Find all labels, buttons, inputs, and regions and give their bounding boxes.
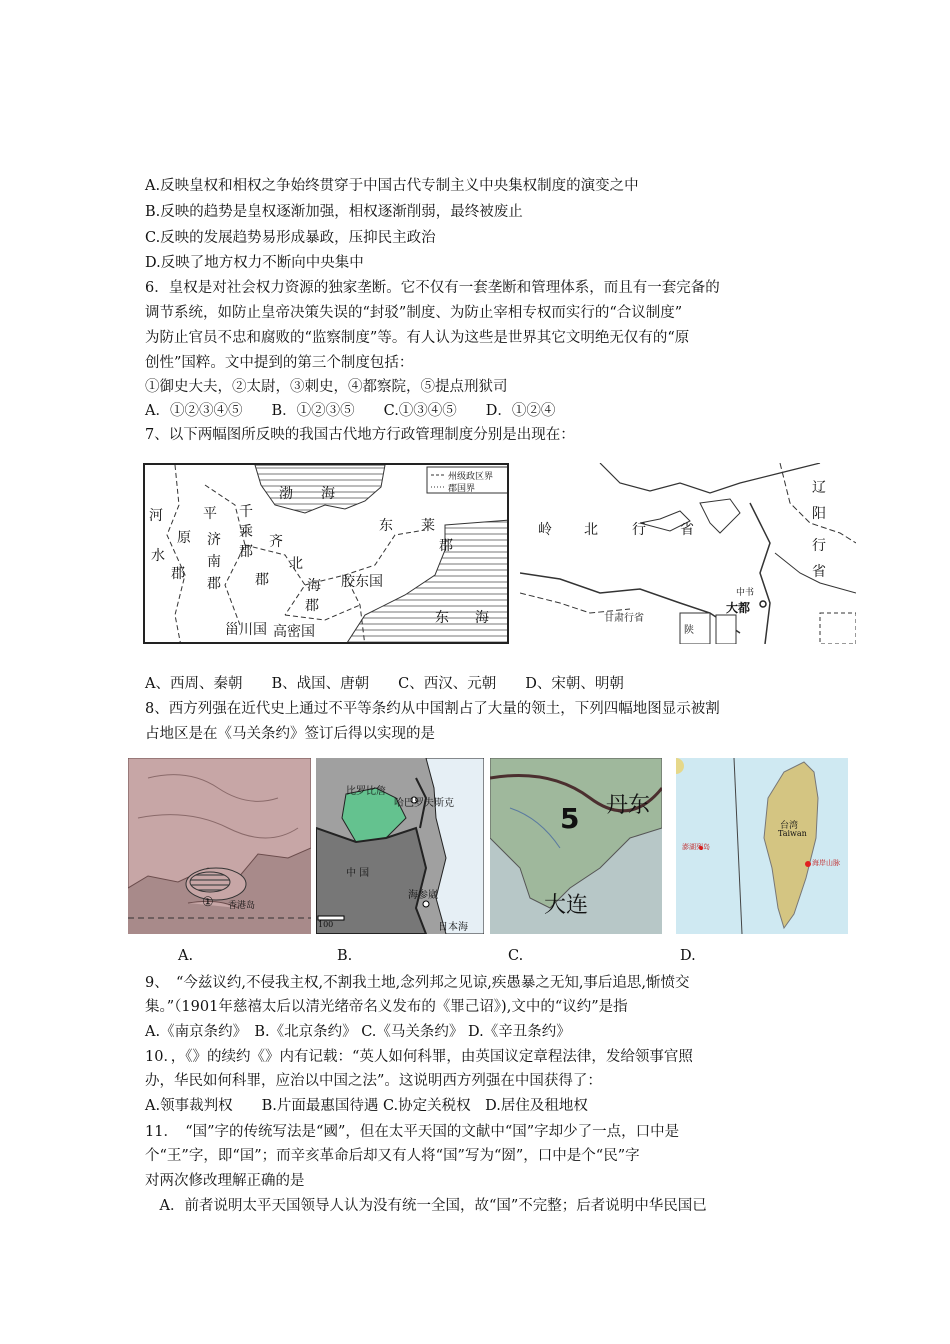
map-b-label: 海参崴 xyxy=(408,890,438,901)
map-a-svg xyxy=(128,758,311,934)
q10-line-1: 10．，《》的续约《》内有记载：“英人如何科罪，由英国议定章程法律，发给领事官照 xyxy=(145,1049,693,1065)
q9-options: A.《南京条约》 B.《北京条约》 C.《马关条约》 D.《辛丑条约》 xyxy=(145,1024,571,1040)
map1-label: 高密国 xyxy=(273,624,315,640)
q9-line-2: 集。”（1901年慈禧太后以清光绪帝名义发布的《罪己诏》),文中的“议约”是指 xyxy=(145,999,628,1015)
map-a-label-hk-island: 香港岛 xyxy=(228,901,256,911)
map1-label: 济 xyxy=(207,532,221,548)
q5-option-b: B.反映的趋势是皇权逐渐加强，相权逐渐削弱，最终被废止 xyxy=(145,204,523,220)
map-d-label: 澎湖列岛 xyxy=(682,843,710,851)
map-option-d-taiwan xyxy=(676,758,848,934)
map2-label: 辽 xyxy=(812,480,826,496)
map2-label: 省 xyxy=(812,564,826,580)
map1-label: 海 xyxy=(321,486,335,502)
q6-line-3: 为防止官员不忠和腐败的“监察制度”等。有人认为这些是世界其它文明绝无仅有的“原 xyxy=(145,330,690,346)
map1-legend-commandery-border: 郡国界 xyxy=(448,484,476,494)
q7-stem: 7、以下两幅图所反映的我国古代地方行政管理制度分别是出现在： xyxy=(145,427,575,443)
q10-options: A.领事裁判权 B.片面最惠国待遇 C.协定关税权 D.居住及租地权 xyxy=(145,1098,588,1114)
map1-label: 郡 xyxy=(239,544,253,560)
map-b-label: 比罗比詹 xyxy=(346,786,386,797)
map1-label: 郡 xyxy=(305,598,319,614)
map-c-label-num: 5 xyxy=(560,802,580,835)
q8-line-1: 8、西方列强在近代史上通过不平等条约从中国割占了大量的领土，下列四幅地图显示被割 xyxy=(145,701,720,717)
map2-label: 陕 xyxy=(684,625,694,636)
map-option-c-liaodong xyxy=(490,758,662,934)
map1-label: 乘 xyxy=(239,524,253,540)
map-b-svg xyxy=(316,758,484,934)
q6-line-5: ①御史大夫，②太尉，③刺史，④都察院，⑤提点刑狱司 xyxy=(145,379,508,395)
map-a-marker: ① xyxy=(202,895,214,910)
map2-label: 阳 xyxy=(812,506,826,522)
map-b-label: 哈巴罗夫斯克 xyxy=(394,798,454,809)
map1-label: 郡 xyxy=(171,566,185,582)
map-option-a-hongkong xyxy=(128,758,311,934)
map2-label: 北 xyxy=(584,522,598,538)
map-b-label: 日本海 xyxy=(438,922,468,933)
map2-label: 甘肃行省 xyxy=(604,613,644,624)
q6-line-2: 调节系统，如防止皇帝决策失误的“封驳”制度、为防止宰相专权而实行的“合议制度” xyxy=(145,305,683,321)
q6-line-1: 6．皇权是对社会权力资源的独家垄断。它不仅有一套垄断和管理体系，而且有一套完备的 xyxy=(145,280,720,296)
map1-label: 水 xyxy=(151,548,165,564)
map1-label: 海 xyxy=(475,610,489,626)
q5-option-d: D.反映了地方权力不断向中央集中 xyxy=(145,255,364,271)
q11-line-1: 11． “国”字的传统写法是“國”，但在太平天国的文献中“国”字却少了一点，口中是 xyxy=(145,1124,680,1140)
q8-letter-a: A. xyxy=(178,948,194,964)
q8-letter-d: D. xyxy=(680,948,696,964)
map1-label: 甾川国 xyxy=(225,622,267,638)
q8-letter-b: B. xyxy=(337,948,353,964)
q11-line-3: 对两次修改理解正确的是 xyxy=(145,1173,305,1189)
map-western-han xyxy=(143,463,509,644)
map-b-label: 中 国 xyxy=(346,868,370,879)
map2-label: 行 xyxy=(812,538,826,554)
map-c-label-dandong: 丹东 xyxy=(606,793,651,818)
map1-legend-state-border: 州级政区界 xyxy=(448,472,494,482)
map-c-label-dalian: 大连 xyxy=(544,893,589,918)
map2-label: 行 xyxy=(632,522,646,538)
map2-label: 岭 xyxy=(538,522,552,538)
map-yuan-provinces-svg xyxy=(520,463,856,644)
q6-line-4: 创性”国粹。文中提到的第三个制度包括： xyxy=(145,355,414,371)
map1-label: 郡 xyxy=(255,572,269,588)
q7-options: A、西周、秦朝 B、战国、唐朝 C、西汉、元朝 D、宋朝、明朝 xyxy=(145,676,624,692)
map-d-label: 海岸山脉 xyxy=(812,859,840,867)
map1-label: 胶东国 xyxy=(341,574,383,590)
map1-label: 渤 xyxy=(279,486,293,502)
map1-label: 河 xyxy=(149,508,163,524)
map1-label: 齐 xyxy=(269,534,283,550)
q5-option-a: A.反映皇权和相权之争始终贯穿于中国古代专制主义中央集权制度的演变之中 xyxy=(145,178,639,194)
map-d-label: 台湾 xyxy=(780,821,799,831)
map1-label: 东 xyxy=(435,610,449,626)
map1-label: 平 xyxy=(203,506,217,522)
map1-label: 东 xyxy=(379,518,393,534)
map1-label: 千 xyxy=(239,504,253,520)
map1-label: 郡 xyxy=(207,576,221,592)
map-yuan-provinces xyxy=(520,463,856,644)
map1-label: 海 xyxy=(307,578,321,594)
q8-line-2: 占地区是在《马关条约》签订后得以实现的是 xyxy=(145,726,435,742)
map1-label: 原 xyxy=(177,530,191,546)
q6-options: A．①②③④⑤ B．①②③⑤ C.①③④⑤ D．①②④ xyxy=(145,403,556,419)
map1-label: 郡 xyxy=(439,538,453,554)
q11-line-2: 个“王”字，即“囯”；而辛亥革命后却又有人将“国”写为“圀”，口中是个“民”字 xyxy=(145,1148,640,1164)
map2-label-dadu: 大都 xyxy=(726,601,751,615)
map-d-label: Taiwan xyxy=(778,829,807,838)
q10-line-2: 办，华民如何科罪，应治以中国之法”。这说明西方列强在中国获得了： xyxy=(145,1073,602,1089)
q11-line-4: A．前者说明太平天国领导人认为没有统一全国，故“国”不完整；后者说明中华民国已 xyxy=(145,1198,707,1214)
q9-line-1: 9、 “今兹议约,不侵我主权,不割我土地,念列邦之见谅,疾愚暴之无知,事后追思,惭愤交 xyxy=(145,975,690,991)
map2-label: 省 xyxy=(680,522,694,538)
map1-label: 南 xyxy=(207,554,221,570)
map1-label: 莱 xyxy=(421,518,435,534)
map1-label: 北 xyxy=(289,556,303,572)
map2-label: 中书 xyxy=(736,588,755,598)
q8-letter-c: C. xyxy=(508,948,524,964)
q5-option-c: C.反映的发展趋势易形成暴政，压抑民主政治 xyxy=(145,230,436,246)
map-option-b-fareast xyxy=(316,758,484,934)
map-b-scale: 100 xyxy=(318,920,334,929)
